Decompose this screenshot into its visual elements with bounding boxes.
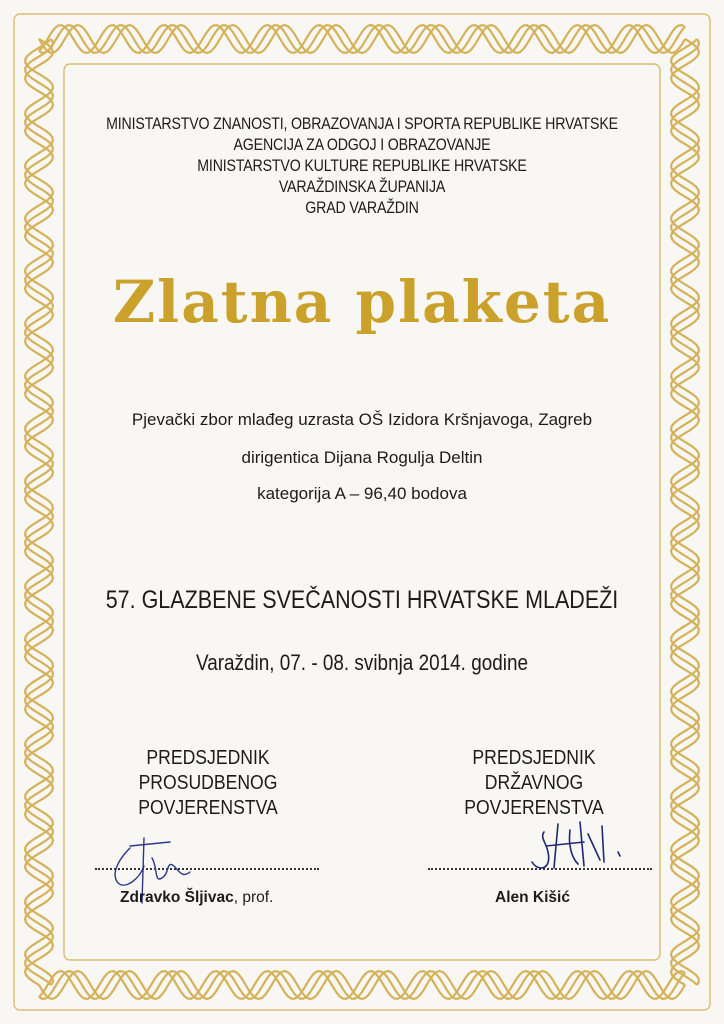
left-signatory-name — [120, 889, 273, 907]
institution-line: MINISTARSTVO KULTURE REPUBLIKE HRVATSKE — [197, 157, 527, 175]
title-line: DRŽAVNOG — [484, 772, 584, 794]
right-signatory-title — [420, 746, 649, 821]
title-line: PROSUDBENOG — [138, 772, 278, 794]
right-signature-line — [428, 868, 652, 870]
event-name: 57. GLAZBENE SVEČANOSTI HRVATSKE MLADEŽI — [105, 586, 619, 614]
title-line: PREDSJEDNIK — [146, 747, 270, 769]
right-signatory-name — [495, 889, 570, 907]
event-place-date: Varaždin, 07. - 08. svibnja 2014. godine — [195, 650, 529, 675]
left-signatory-title — [94, 746, 323, 821]
recipient-category: kategorija A – 96,40 bodova — [257, 484, 467, 503]
signatory-name: Alen Kišić — [495, 889, 570, 906]
left-signature-line — [95, 868, 319, 870]
award-title: Zlatna plaketa — [112, 268, 612, 336]
institution-line: MINISTARSTVO ZNANOSTI, OBRAZOVANJA I SPORTA REPUBLIKE HRVATSKE — [106, 115, 618, 133]
institution-line: AGENCIJA ZA ODGOJ I OBRAZOVANJE — [233, 136, 491, 154]
signatory-name: Zdravko Šljivac — [120, 889, 234, 906]
title-line: POVJERENSTVA — [138, 797, 278, 819]
institution-line: VARAŽDINSKA ŽUPANIJA — [278, 178, 446, 196]
signatory-suffix: , prof. — [233, 889, 274, 906]
issuing-institutions — [102, 114, 621, 219]
recipient-conductor: dirigentica Dijana Rogulja Deltin — [241, 448, 483, 467]
title-line: POVJERENSTVA — [464, 797, 604, 819]
institution-line: GRAD VARAŽDIN — [305, 199, 419, 217]
recipient-choir: Pjevački zbor mlađeg uzrasta OŠ Izidora Kršnjavoga, Zagreb — [131, 410, 593, 429]
title-line: PREDSJEDNIK — [472, 747, 596, 769]
